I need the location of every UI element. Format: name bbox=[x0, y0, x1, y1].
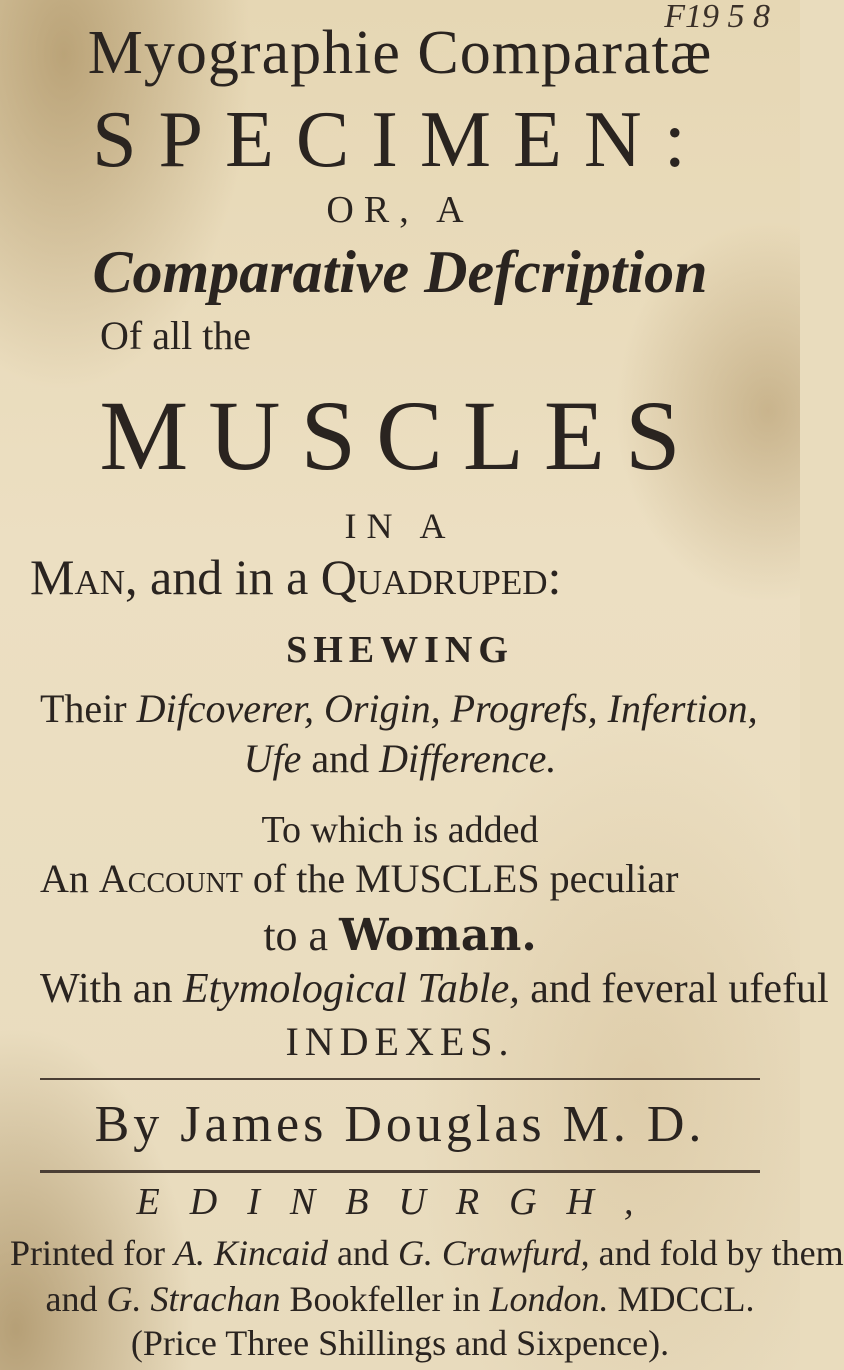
or-a: OR, A bbox=[326, 189, 474, 231]
author-line: By James Douglas M. D. bbox=[94, 1096, 706, 1153]
etymological-table: Etymological Table, bbox=[182, 966, 520, 1012]
account-word: Account bbox=[98, 856, 243, 901]
use-line bbox=[0, 735, 800, 782]
printed-line bbox=[10, 1232, 844, 1274]
kincaid: A. Kincaid bbox=[173, 1233, 328, 1273]
comparative-description: Comparative Defcription bbox=[92, 239, 708, 305]
title-myographie: Myographie Comparatæ bbox=[87, 19, 713, 87]
printed-rest: and fold by them bbox=[589, 1233, 844, 1273]
muscles-heading: MUSCLES bbox=[99, 380, 701, 491]
price-line: (Price Three Shillings and Sixpence). bbox=[130, 1323, 670, 1363]
in-a: IN A bbox=[344, 506, 456, 546]
with-line bbox=[40, 965, 829, 1013]
to-a: to a bbox=[263, 911, 340, 960]
account-an: An bbox=[40, 856, 99, 901]
with-rest: and feveral ufeful bbox=[519, 966, 829, 1012]
their-line bbox=[40, 685, 780, 732]
divider-bottom bbox=[40, 1170, 760, 1173]
imprint-place: EDINBURGH, bbox=[136, 1181, 664, 1223]
account-line bbox=[40, 855, 780, 902]
with-an: With an bbox=[40, 966, 183, 1012]
use-word: Ufe bbox=[243, 736, 302, 781]
strachan: G. Strachan bbox=[106, 1279, 281, 1319]
of-all-the: Of all the bbox=[100, 313, 252, 358]
man-end: : bbox=[547, 549, 562, 605]
quadruped-word: Quadruped bbox=[320, 549, 548, 605]
manuscript-shelf-mark: F19 5 8 bbox=[664, 0, 770, 35]
use-and: and bbox=[301, 736, 380, 781]
account-rest: of the MUSCLES peculiar bbox=[242, 856, 679, 901]
crawfurd: G. Crawfurd, bbox=[397, 1233, 590, 1273]
woman-word: Woman. bbox=[339, 910, 537, 961]
divider-top bbox=[40, 1078, 760, 1080]
shewing: SHEWING bbox=[286, 629, 514, 671]
man-word: Man bbox=[30, 549, 126, 605]
imprint-year: MDCCL. bbox=[608, 1279, 755, 1319]
their-rest: Difcoverer, Origin, Progrefs, Infertion, bbox=[136, 686, 758, 731]
strachan-line bbox=[0, 1278, 800, 1320]
printed-for: Printed for bbox=[10, 1233, 174, 1273]
man-quadruped-line bbox=[30, 548, 800, 606]
their-word: Their bbox=[40, 686, 137, 731]
man-mid: , and in a bbox=[125, 549, 321, 605]
indexes: INDEXES. bbox=[285, 1019, 515, 1064]
london: London. bbox=[489, 1279, 609, 1319]
to-which-is-added: To which is added bbox=[261, 809, 539, 851]
difference-word: Difference. bbox=[379, 736, 557, 781]
strachan-rest: Bookfeller in bbox=[280, 1279, 490, 1319]
title-specimen: SPECIMEN: bbox=[92, 96, 708, 184]
printed-and: and bbox=[327, 1233, 398, 1273]
strachan-and: and bbox=[45, 1279, 107, 1319]
woman-line bbox=[0, 910, 800, 961]
